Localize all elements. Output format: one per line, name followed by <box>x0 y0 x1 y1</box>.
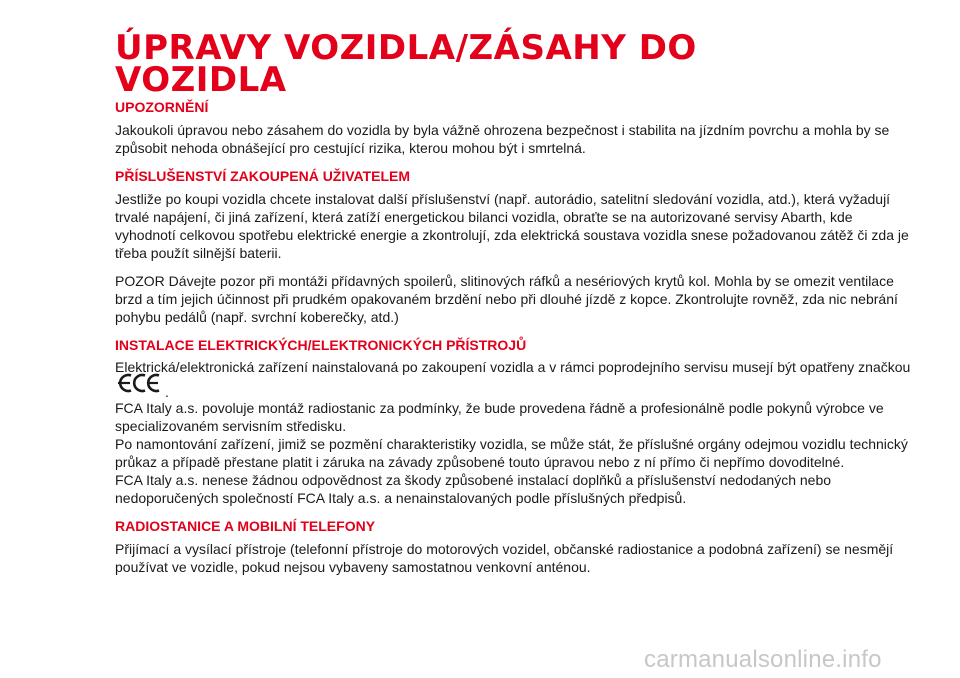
radio-heading: RADIOSTANICE A MOBILNÍ TELEFONY <box>115 518 376 534</box>
page-title <box>115 28 915 100</box>
page-content <box>115 28 915 576</box>
warning-text: Jakoukoli úpravou nebo zásahem do vozidla by byla vážně ohrozena bezpečnost i stabilita na jízdním povrchu a mohla by se způsobit nehoda obnášející pro cestující rizika, kterou mohou být i smrtelná. <box>115 122 890 156</box>
page-title-line-1: ÚPRAVY VOZIDLA/ZÁSAHY DO <box>115 28 697 68</box>
electrical-paragraph-3: FCA Italy a.s. nenese žádnou odpovědnost za škody způsobené instalací doplňků a příslušenství nedodaných nebo nedoporučených společností FCA Italy a.s. a nenainstalovaných podle příslušných předpisů. <box>115 472 832 506</box>
accessories-paragraph-2: POZOR Dávejte pozor při montáži přídavných spoilerů, slitinových ráfků a nesériových krytů kol. Mohla by se omezit ventilace brzd a tím jejich účinnost při prudkém opakovaném brzdění nebo při dlouhé jízdě z kopce. Zkontrolujte rovněž, zda nic nebrání pohybu pedálů (např. svrchní koberečky, atd.) <box>115 273 898 325</box>
radio-text: Přijímací a vysílací přístroje (telefonní přístroje do motorových vozidel, občanské radiostanice a podobná zařízení) se nesmějí používat ve vozidle, pokud nejsou vybaveny samostatnou venkovní anténou. <box>115 541 894 575</box>
electrical-paragraph-1: FCA Italy a.s. povoluje montáž radiostanic za podmínky, že bude provedena řádně a profesionálně podle pokynů výrobce ve specializovaném servisním středisku. <box>115 400 884 434</box>
page-title-line-2: VOZIDLA <box>115 60 287 100</box>
accessories-heading: PŘÍSLUŠENSTVÍ ZAKOUPENÁ UŽIVATELEM <box>115 168 411 184</box>
warning-heading: UPOZORNĚNÍ <box>115 99 209 115</box>
ce-mark-icon <box>115 372 161 399</box>
ce-mark-row <box>115 377 915 399</box>
ce-mark-suffix: . <box>165 384 169 400</box>
accessories-paragraph-1: Jestliže po koupi vozidla chcete instalovat další příslušenství (např. autorádio, satelitní sledování vozidla, atd.), která vyžadují trvalé napájení, či jiná zařízení, která zatíží energetickou bilanci vozidla, obraťte se na autorizované servisy Abarth, kde vyhodnotí celkovou spotřebu elektrické energie a zkontrolují, zda elektrická soustava vozidla snese požadovanou zátěž či zda je třeba použít silnější baterii. <box>115 191 909 261</box>
electrical-paragraph-2: Po namontování zařízení, jimiž se pozmění charakteristiky vozidla, se může stát, že příslušné orgány odejmou vozidlu technický průkaz a případě přestane platit i záruka na závady způsobené touto úpravou nebo z ní přímo či nepřímo dovoditelné. <box>115 436 908 470</box>
electrical-heading: INSTALACE ELEKTRICKÝCH/ELEKTRONICKÝCH PŘÍSTROJŮ <box>115 337 527 353</box>
watermark-text: carmanualsonline.info <box>644 646 882 673</box>
electrical-intro: Elektrická/elektronická zařízení nainstalovaná po zakoupení vozidla a v rámci poprodejního servisu musejí být opatřeny značkou <box>115 359 911 375</box>
